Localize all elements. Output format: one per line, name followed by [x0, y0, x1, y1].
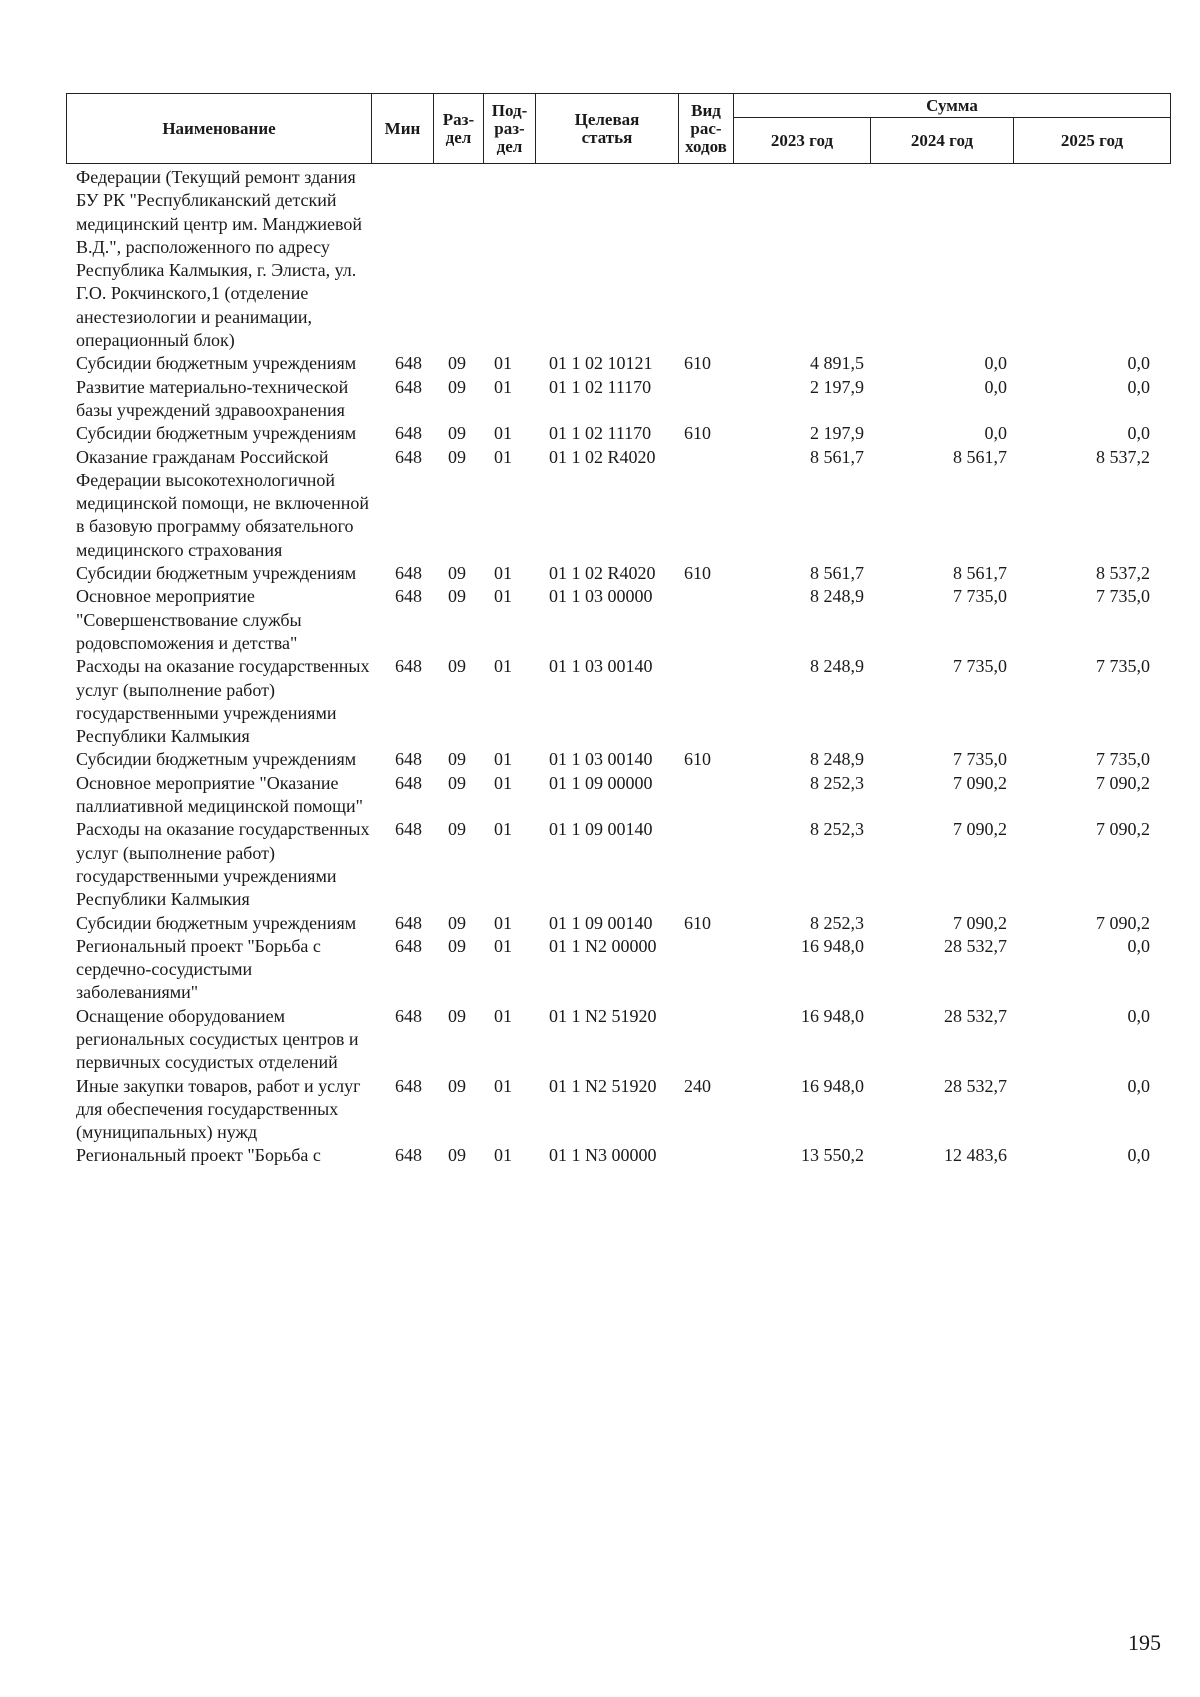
- page-number: 195: [1128, 1630, 1161, 1655]
- row-section: 09: [448, 656, 466, 677]
- row-expense-type: 610: [684, 749, 711, 770]
- row-amount-2023: 8 248,9: [810, 586, 864, 607]
- header-name: Наименование: [67, 94, 372, 164]
- row-target-article: 01 1 N2 51920: [549, 1005, 657, 1026]
- row-amount-2023: 8 252,3: [810, 772, 864, 793]
- row-expense-type: [678, 1005, 733, 1075]
- row-section: 09: [448, 586, 466, 607]
- row-subsection: 01: [494, 376, 512, 397]
- row-section: 09: [448, 772, 466, 793]
- row-target-article: 01 1 N2 00000: [549, 935, 657, 956]
- table-row: [66, 376, 1170, 423]
- row-target-article: 01 1 02 R4020: [549, 446, 656, 467]
- row-expense-type: 610: [684, 423, 711, 444]
- row-expense-type: 610: [684, 353, 711, 374]
- header-expense-type: Вид рас- ходов: [679, 94, 734, 164]
- row-name: Расходы на оказание государственных услуг (выполнение работ) государственными учреждениями Республики Калмыкия: [76, 819, 370, 910]
- row-target-article: 01 1 02 11170: [549, 423, 652, 444]
- table-row: [66, 912, 1170, 935]
- row-target-article: 01 1 03 00000: [549, 586, 653, 607]
- row-min: 648: [395, 563, 422, 584]
- row-section: 09: [448, 912, 466, 933]
- table-row: [66, 446, 1170, 562]
- row-name: Субсидии бюджетным учреждениям: [76, 912, 357, 933]
- row-amount-2024: 0,0: [984, 423, 1007, 444]
- row-subsection: 01: [494, 586, 512, 607]
- row-name: Субсидии бюджетным учреждениям: [76, 749, 357, 770]
- row-subsection: 01: [494, 353, 512, 374]
- row-target-article: 01 1 09 00000: [549, 772, 653, 793]
- row-name: Расходы на оказание государственных услуг (выполнение работ) государственными учреждениями Республики Калмыкия: [76, 656, 370, 747]
- row-subsection: 01: [494, 935, 512, 956]
- table-body: [66, 166, 1170, 1168]
- row-subsection: 01: [494, 772, 512, 793]
- header-year-2025: 2025 год: [1014, 118, 1171, 164]
- table-row: [66, 562, 1170, 585]
- row-amount-2024: 7 090,2: [953, 819, 1007, 840]
- table-row: [66, 772, 1170, 819]
- row-subsection: 01: [494, 1145, 512, 1166]
- row-min: 648: [395, 656, 422, 677]
- row-target-article: 01 1 03 00140: [549, 656, 653, 677]
- row-name: Региональный проект "Борьба с сердечно-сосудистыми заболеваниями": [76, 935, 321, 1003]
- row-amount-2024: 7 735,0: [953, 749, 1007, 770]
- table-row: [66, 585, 1170, 655]
- row-amount-2025: 0,0: [1127, 935, 1150, 956]
- row-expense-type: [678, 818, 733, 911]
- row-amount-2023: 16 948,0: [801, 935, 864, 956]
- row-amount-2023: 8 561,7: [810, 563, 864, 584]
- row-target-article: 01 1 02 R4020: [549, 563, 656, 584]
- row-min: 648: [395, 423, 422, 444]
- table-row: [66, 655, 1170, 748]
- row-subsection: 01: [494, 656, 512, 677]
- row-amount-2025: 0,0: [1127, 1145, 1150, 1166]
- header-year-2023: 2023 год: [734, 118, 871, 164]
- row-amount-2025: 0,0: [1127, 423, 1150, 444]
- row-amount-2024: 7 735,0: [953, 586, 1007, 607]
- row-name: Основное мероприятие "Совершенствование службы родовспоможения и детства": [76, 586, 302, 653]
- row-target-article: 01 1 02 11170: [549, 376, 652, 397]
- row-amount-2024: 28 532,7: [944, 935, 1007, 956]
- row-min: 648: [395, 935, 422, 956]
- row-subsection: 01: [494, 563, 512, 584]
- row-name: Иные закупки товаров, работ и услуг для обеспечения государственных (муниципальных) нужд: [76, 1075, 361, 1143]
- row-amount-2025: 7 090,2: [1096, 912, 1150, 933]
- row-expense-type: [678, 655, 733, 748]
- row-amount-2025: 0,0: [1127, 1005, 1150, 1026]
- row-min: 648: [395, 446, 422, 467]
- row-subsection: 01: [494, 1075, 512, 1096]
- row-min: 648: [395, 819, 422, 840]
- row-expense-type: [678, 376, 733, 423]
- row-amount-2024: 12 483,6: [944, 1145, 1007, 1166]
- row-min: 648: [395, 1005, 422, 1026]
- continuation-row: [66, 166, 1170, 352]
- row-expense-type: [678, 935, 733, 1005]
- row-subsection: 01: [494, 446, 512, 467]
- row-subsection: 01: [494, 423, 512, 444]
- row-section: 09: [448, 1145, 466, 1166]
- row-amount-2024: 0,0: [984, 353, 1007, 374]
- table-row: [66, 352, 1170, 375]
- row-amount-2025: 7 735,0: [1096, 656, 1150, 677]
- row-section: 09: [448, 563, 466, 584]
- row-name: Оснащение оборудованием региональных сосудистых центров и первичных сосудистых отделений: [76, 1005, 359, 1073]
- row-name: Оказание гражданам Российской Федерации высокотехнологичной медицинской помощи, не включенной в базовую программу обязательного медицинского страхования: [76, 446, 370, 560]
- header-section: Раз- дел: [434, 94, 484, 164]
- header-year-2024: 2024 год: [871, 118, 1014, 164]
- table-row: [66, 818, 1170, 911]
- row-amount-2025: 7 735,0: [1096, 749, 1150, 770]
- row-amount-2024: 8 561,7: [953, 446, 1007, 467]
- row-expense-type: [678, 772, 733, 819]
- row-amount-2023: 2 197,9: [810, 423, 864, 444]
- row-amount-2023: 13 550,2: [801, 1145, 864, 1166]
- row-min: 648: [395, 353, 422, 374]
- row-section: 09: [448, 423, 466, 444]
- row-name: Региональный проект "Борьба с: [76, 1145, 321, 1166]
- row-name: Развитие материально-технической базы учреждений здравоохранения: [76, 376, 349, 420]
- row-target-article: 01 1 09 00140: [549, 819, 653, 840]
- row-expense-type: 240: [684, 1075, 711, 1096]
- row-amount-2024: 8 561,7: [953, 563, 1007, 584]
- row-target-article: 01 1 N2 51920: [549, 1075, 657, 1096]
- row-min: 648: [395, 772, 422, 793]
- row-min: 648: [395, 586, 422, 607]
- row-section: 09: [448, 1005, 466, 1026]
- row-amount-2025: 8 537,2: [1096, 446, 1150, 467]
- table-row: [66, 748, 1170, 771]
- continuation-text: Федерации (Текущий ремонт здания БУ РК "Республиканский детский медицинский центр им. Манджиевой В.Д.", расположенного по адресу Республика Калмыкия, г. Элиста, ул. Г.О. Рокчинского,1 (отделение анестезиологии и реанимации, операционный блок): [76, 167, 363, 351]
- row-section: 09: [448, 819, 466, 840]
- row-target-article: 01 1 N3 00000: [549, 1145, 657, 1166]
- row-amount-2023: 8 561,7: [810, 446, 864, 467]
- row-section: 09: [448, 353, 466, 374]
- row-name: Субсидии бюджетным учреждениям: [76, 563, 357, 584]
- header-min: Мин: [372, 94, 434, 164]
- row-name: Субсидии бюджетным учреждениям: [76, 423, 357, 444]
- row-expense-type: [678, 1144, 733, 1167]
- row-min: 648: [395, 749, 422, 770]
- row-amount-2023: 8 252,3: [810, 819, 864, 840]
- row-min: 648: [395, 376, 422, 397]
- table-row: [66, 1144, 1170, 1167]
- row-subsection: 01: [494, 819, 512, 840]
- row-amount-2023: 8 252,3: [810, 912, 864, 933]
- header-sum: Сумма: [734, 94, 1171, 118]
- header-subsection: Под- раз- дел: [484, 94, 536, 164]
- row-expense-type: [678, 585, 733, 655]
- row-amount-2025: 0,0: [1127, 1075, 1150, 1096]
- row-amount-2025: 7 090,2: [1096, 819, 1150, 840]
- row-amount-2023: 2 197,9: [810, 376, 864, 397]
- row-name: Основное мероприятие "Оказание паллиативной медицинской помощи": [76, 772, 363, 817]
- row-amount-2024: 7 735,0: [953, 656, 1007, 677]
- row-min: 648: [395, 912, 422, 933]
- table-header: [66, 93, 1171, 164]
- header-target-article: Целевая статья: [536, 94, 679, 164]
- row-target-article: 01 1 03 00140: [549, 749, 653, 770]
- row-target-article: 01 1 02 10121: [549, 353, 653, 374]
- row-amount-2024: 0,0: [984, 376, 1007, 397]
- row-amount-2023: 8 248,9: [810, 656, 864, 677]
- table-row: [66, 1075, 1170, 1145]
- row-subsection: 01: [494, 749, 512, 770]
- table-row: [66, 935, 1170, 1005]
- row-section: 09: [448, 1075, 466, 1096]
- row-subsection: 01: [494, 1005, 512, 1026]
- table-row: [66, 422, 1170, 445]
- row-subsection: 01: [494, 912, 512, 933]
- row-amount-2025: 0,0: [1127, 353, 1150, 374]
- row-amount-2023: 16 948,0: [801, 1005, 864, 1026]
- row-expense-type: 610: [684, 563, 711, 584]
- row-section: 09: [448, 376, 466, 397]
- row-amount-2025: 7 735,0: [1096, 586, 1150, 607]
- row-amount-2024: 28 532,7: [944, 1005, 1007, 1026]
- row-section: 09: [448, 446, 466, 467]
- row-amount-2023: 4 891,5: [810, 353, 864, 374]
- row-amount-2025: 8 537,2: [1096, 563, 1150, 584]
- row-amount-2024: 28 532,7: [944, 1075, 1007, 1096]
- row-min: 648: [395, 1075, 422, 1096]
- row-amount-2024: 7 090,2: [953, 772, 1007, 793]
- row-target-article: 01 1 09 00140: [549, 912, 653, 933]
- row-amount-2025: 0,0: [1127, 376, 1150, 397]
- table-row: [66, 1005, 1170, 1075]
- row-section: 09: [448, 935, 466, 956]
- table-rows: [66, 352, 1170, 1167]
- row-amount-2024: 7 090,2: [953, 912, 1007, 933]
- row-name: Субсидии бюджетным учреждениям: [76, 353, 357, 374]
- row-amount-2023: 8 248,9: [810, 749, 864, 770]
- row-amount-2023: 16 948,0: [801, 1075, 864, 1096]
- row-min: 648: [395, 1145, 422, 1166]
- row-section: 09: [448, 749, 466, 770]
- row-expense-type: 610: [684, 912, 711, 933]
- row-expense-type: [678, 446, 733, 562]
- row-amount-2025: 7 090,2: [1096, 772, 1150, 793]
